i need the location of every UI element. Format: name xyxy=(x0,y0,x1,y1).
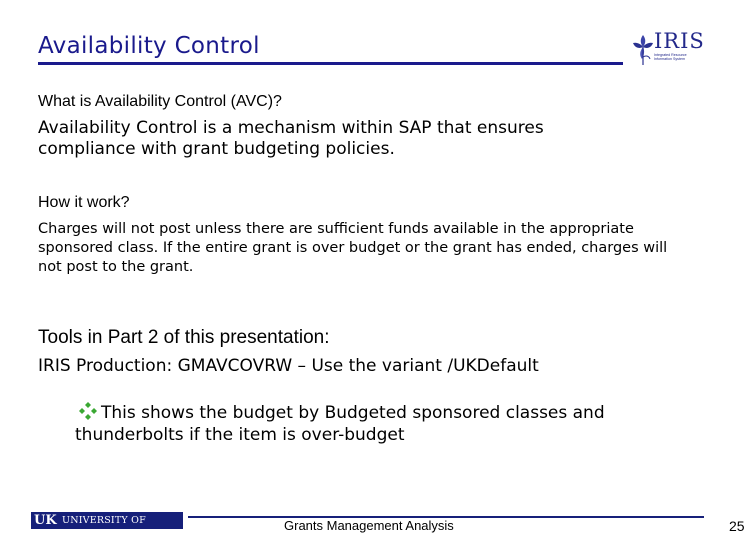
avc-heading: What is Availability Control (AVC)? xyxy=(38,93,282,110)
footer-title: Grants Management Analysis xyxy=(284,518,454,533)
uk-logo xyxy=(31,512,183,543)
uk-logo-text: UNIVERSITY OF KENTUCKY xyxy=(62,515,146,543)
bullet-text: This shows the budget by Budgeted sponsored classes and thunderbolts if the item is over-budget xyxy=(75,403,605,445)
bullet-item xyxy=(75,402,715,446)
slide-title: Availability Control xyxy=(38,33,260,59)
how-body: Charges will not post unless there are sufficient funds available in the appropriate sponsored class. If the entire grant is over budget or the grant has ended, charges will not post to the grant. xyxy=(38,221,668,275)
tools-heading: Tools in Part 2 of this presentation: xyxy=(38,327,330,348)
iris-logo-text: IRIS xyxy=(654,29,705,53)
how-heading: How it work? xyxy=(38,194,130,211)
title-underline xyxy=(38,62,623,65)
iris-flower-icon xyxy=(631,31,655,67)
page-number: 25 xyxy=(729,518,745,534)
uk-logo-mark: UK xyxy=(34,513,57,528)
iris-logo xyxy=(631,31,703,67)
iris-logo-subtitle: Integrated Resource Information System xyxy=(654,53,687,61)
iris-production-line: IRIS Production: GMAVCOVRW – Use the variant /UKDefault xyxy=(38,356,539,376)
avc-body: Availability Control is a mechanism within SAP that ensures compliance with grant budgeting policies. xyxy=(38,118,544,159)
diamond-bullet-icon xyxy=(75,402,101,420)
